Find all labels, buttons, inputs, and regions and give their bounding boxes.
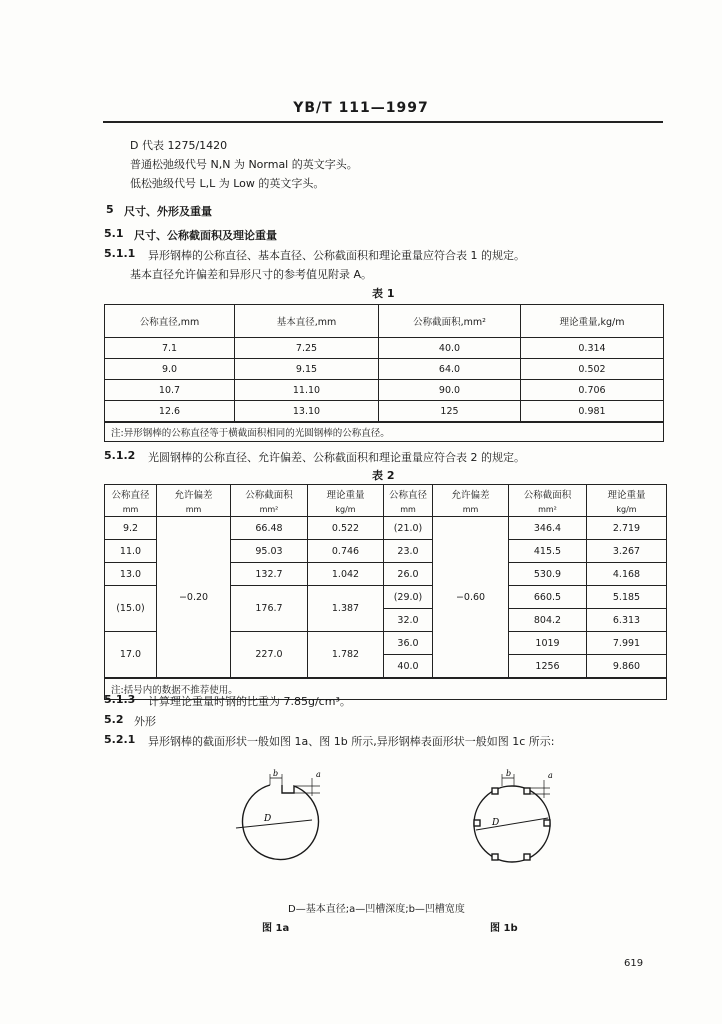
table-2-cell: 9.2 xyxy=(105,517,157,540)
table-row xyxy=(105,380,664,401)
table-2-cell: 530.9 xyxy=(509,563,587,586)
table-2-cell: 0.746 xyxy=(308,540,384,563)
section-5-1-3-text: 计算理论重量时钢的比重为 7.85g/cm³。 xyxy=(148,695,351,708)
table-2-header: 允许偏差 xyxy=(433,485,509,503)
page-header: YB/T 111—1997 xyxy=(293,100,429,116)
figure-1a-label-b: b xyxy=(273,769,279,778)
table-2-unit: mm² xyxy=(231,502,308,517)
figure-1a-diagram xyxy=(220,768,332,878)
right-tolerance-cell: −0.60 xyxy=(433,517,509,679)
figure-1b-diagram xyxy=(458,768,570,878)
table-2-cell: 227.0 xyxy=(231,632,308,679)
figure-1a-diameter-line xyxy=(236,820,312,828)
table-2-cell: 95.03 xyxy=(231,540,308,563)
table-1-header: 公称截面积,mm² xyxy=(379,305,521,338)
table-2-header: 公称截面积 xyxy=(231,485,308,503)
table-1-cell: 0.981 xyxy=(521,401,664,423)
table-2-cell: 5.185 xyxy=(587,586,667,609)
table-2-unit: mm xyxy=(433,502,509,517)
section-5-1-1-text: 异形钢棒的公称直径、基本直径、公称截面积和理论重量应符合表 1 的规定。 xyxy=(148,249,525,262)
table-2-header: 公称截面积 xyxy=(509,485,587,503)
table-2-cell: 17.0 xyxy=(105,632,157,679)
table-1-cell: 7.1 xyxy=(105,338,235,359)
header-rule xyxy=(103,121,663,123)
table-1-header: 基本直径,mm xyxy=(235,305,379,338)
table-row xyxy=(105,359,664,380)
intro-line-2: 普通松弛级代号 N,N 为 Normal 的英文字头。 xyxy=(130,158,358,171)
table-1-cell: 10.7 xyxy=(105,380,235,401)
table-2-cell: 23.0 xyxy=(384,540,433,563)
table-2-cell: 4.168 xyxy=(587,563,667,586)
table-2-header: 公称直径 xyxy=(105,485,157,503)
section-5-1-2-number: 5.1.2 xyxy=(104,449,136,462)
table-2-cell: 1.387 xyxy=(308,586,384,632)
section-5-2-number: 5.2 xyxy=(104,713,124,726)
table-1-cell: 90.0 xyxy=(379,380,521,401)
table-1 xyxy=(104,304,664,442)
figure-1b-diameter-line xyxy=(476,818,548,830)
table-2-cell: 11.0 xyxy=(105,540,157,563)
table-2-cell: 6.313 xyxy=(587,609,667,632)
table-2-cell: 660.5 xyxy=(509,586,587,609)
section-5-title: 尺寸、外形及重量 xyxy=(124,205,212,218)
table-2-unit: kg/m xyxy=(587,502,667,517)
table-2-cell: 36.0 xyxy=(384,632,433,655)
figure-1a-caption: 图 1a xyxy=(262,923,290,934)
table-2-unit: mm xyxy=(157,502,231,517)
figure-legend: D—基本直径;a—凹槽深度;b—凹槽宽度 xyxy=(288,904,465,915)
table-2-cell: 32.0 xyxy=(384,609,433,632)
page-number: 619 xyxy=(624,958,644,969)
figure-1b-label-b: b xyxy=(506,769,512,778)
table-1-cell: 9.15 xyxy=(235,359,379,380)
table-row xyxy=(105,517,667,540)
table-2 xyxy=(104,484,667,700)
section-5-2-1-text: 异形钢棒的截面形状一般如图 1a、图 1b 所示,异形钢棒表面形状一般如图 1c 所示: xyxy=(148,735,555,748)
table-2-cell: 3.267 xyxy=(587,540,667,563)
section-5-1-3-number: 5.1.3 xyxy=(104,693,136,706)
table-1-cell: 125 xyxy=(379,401,521,423)
table-row xyxy=(105,338,664,359)
table-2-cell: 7.991 xyxy=(587,632,667,655)
table-2-cell: 804.2 xyxy=(509,609,587,632)
table-1-cell: 11.10 xyxy=(235,380,379,401)
section-5-1-title: 尺寸、公称截面积及理论重量 xyxy=(134,229,277,242)
table-2-unit: kg/m xyxy=(308,502,384,517)
figure-1b-caption: 图 1b xyxy=(490,923,518,934)
table-2-unit: mm² xyxy=(509,502,587,517)
table-2-cell: 1.042 xyxy=(308,563,384,586)
section-5-2-1-number: 5.2.1 xyxy=(104,733,136,746)
table-2-cell: 0.522 xyxy=(308,517,384,540)
table-1-cell: 40.0 xyxy=(379,338,521,359)
table-2-cell: 2.719 xyxy=(587,517,667,540)
table-2-cell: 13.0 xyxy=(105,563,157,586)
table-2-cell: 1019 xyxy=(509,632,587,655)
table-1-title: 表 1 xyxy=(372,287,395,300)
table-1-cell: 0.502 xyxy=(521,359,664,380)
table-2-cell: (15.0) xyxy=(105,586,157,632)
table-2-cell: 26.0 xyxy=(384,563,433,586)
table-1-cell: 9.0 xyxy=(105,359,235,380)
section-5-1-1-number: 5.1.1 xyxy=(104,247,136,260)
table-1-note: 注:异形钢棒的公称直径等于横截面积相同的光圆钢棒的公称直径。 xyxy=(105,422,664,442)
table-2-header: 公称直径 xyxy=(384,485,433,503)
section-5-number: 5 xyxy=(106,203,114,216)
table-2-cell: 9.860 xyxy=(587,655,667,679)
table-2-cell: 346.4 xyxy=(509,517,587,540)
table-2-cell: 66.48 xyxy=(231,517,308,540)
figure-1a-outline xyxy=(242,785,318,860)
table-2-header: 理论重量 xyxy=(308,485,384,503)
figure-1b-label-a: a xyxy=(548,771,553,780)
table-1-header: 公称直径,mm xyxy=(105,305,235,338)
figure-1a-label-a: a xyxy=(316,770,321,779)
table-2-cell: (29.0) xyxy=(384,586,433,609)
intro-line-1: D 代表 1275/1420 xyxy=(130,139,228,152)
table-row xyxy=(105,401,664,423)
table-2-cell: 132.7 xyxy=(231,563,308,586)
table-2-cell: 1256 xyxy=(509,655,587,679)
section-5-1-2-text: 光圆钢棒的公称直径、允许偏差、公称截面积和理论重量应符合表 2 的规定。 xyxy=(148,451,525,464)
table-1-cell: 12.6 xyxy=(105,401,235,423)
table-2-cell: 415.5 xyxy=(509,540,587,563)
table-1-header: 理论重量,kg/m xyxy=(521,305,664,338)
table-1-cell: 13.10 xyxy=(235,401,379,423)
table-1-cell: 0.314 xyxy=(521,338,664,359)
table-1-cell: 0.706 xyxy=(521,380,664,401)
figure-1a-label-D: D xyxy=(264,814,272,824)
table-2-cell: 1.782 xyxy=(308,632,384,679)
table-1-cell: 64.0 xyxy=(379,359,521,380)
table-2-cell: 176.7 xyxy=(231,586,308,632)
table-2-cell: 40.0 xyxy=(384,655,433,679)
table-2-header: 理论重量 xyxy=(587,485,667,503)
section-5-1-1-text-2: 基本直径允许偏差和异形尺寸的参考值见附录 A。 xyxy=(130,268,373,281)
section-5-2-title: 外形 xyxy=(134,715,156,728)
left-tolerance-cell: −0.20 xyxy=(157,517,231,679)
table-2-unit: mm xyxy=(105,502,157,517)
table-1-cell: 7.25 xyxy=(235,338,379,359)
table-2-note: 注:括号内的数据不推荐使用。 xyxy=(105,678,667,700)
table-2-cell: (21.0) xyxy=(384,517,433,540)
table-2-header: 允许偏差 xyxy=(157,485,231,503)
table-2-unit: mm xyxy=(384,502,433,517)
figure-1b-label-D: D xyxy=(492,818,500,828)
intro-line-3: 低松弛级代号 L,L 为 Low 的英文字头。 xyxy=(130,177,325,190)
section-5-1-number: 5.1 xyxy=(104,227,124,240)
table-2-title: 表 2 xyxy=(372,469,395,482)
